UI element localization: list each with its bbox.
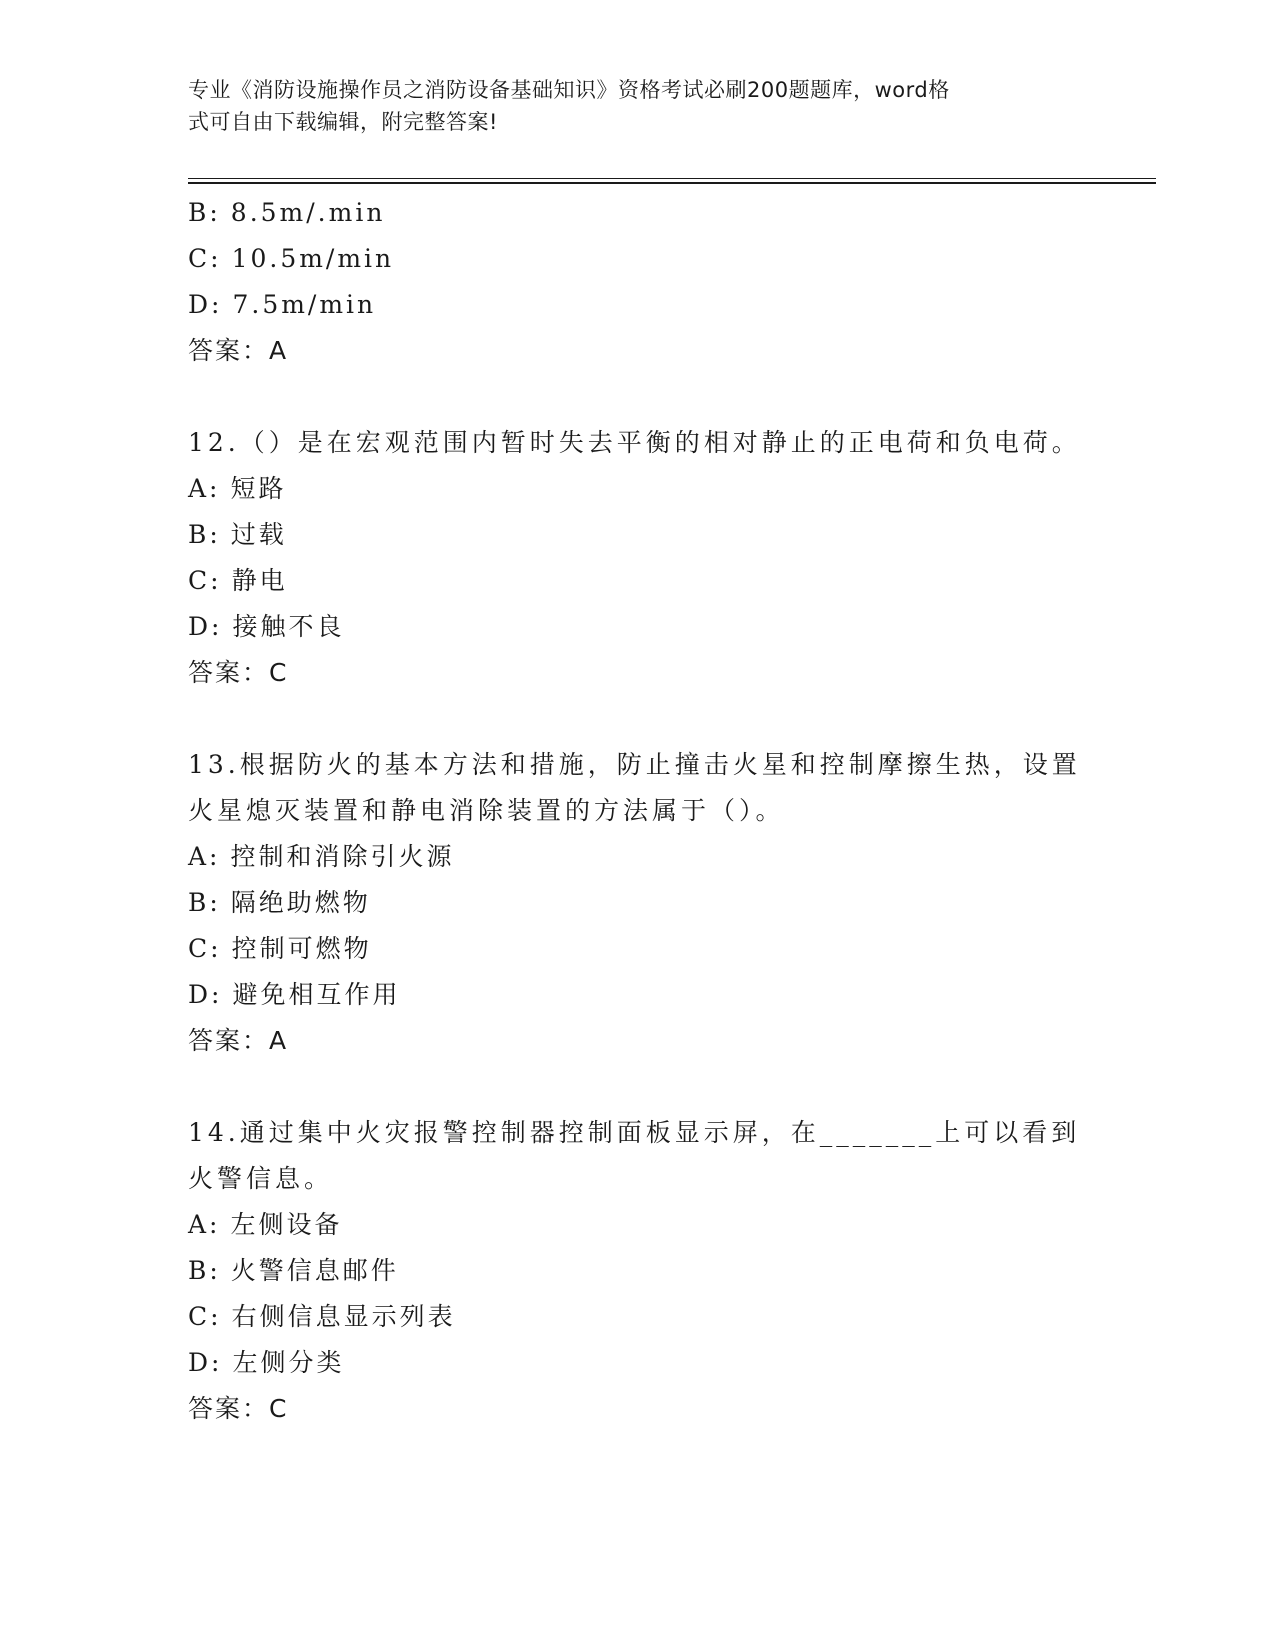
option-a — [188, 1202, 1088, 1248]
option-d — [188, 282, 1088, 328]
option-letter: B: — [188, 888, 221, 917]
question-stem: 12.（）是在宏观范围内暂时失去平衡的相对静止的正电荷和负电荷。 — [188, 428, 1081, 457]
header-line-2: 式可自由下载编辑，附完整答案! — [188, 110, 498, 134]
option-text: 避免相互作用 — [232, 980, 401, 1009]
option-text: 8.5m/.min — [230, 198, 386, 227]
answer-line: 答案：A — [188, 336, 289, 365]
option-text: 静电 — [231, 566, 288, 595]
option-letter: C: — [188, 1302, 222, 1331]
option-d — [188, 972, 1088, 1018]
option-letter: B: — [188, 198, 221, 227]
option-c — [188, 558, 1088, 604]
option-text: 控制和消除引火源 — [230, 842, 455, 871]
question-list — [188, 190, 1088, 1432]
header-divider-thick — [188, 182, 1156, 184]
spacer — [188, 374, 1088, 420]
option-text: 10.5m/min — [231, 244, 395, 273]
option-letter: B: — [188, 520, 221, 549]
option-text: 左侧设备 — [230, 1210, 343, 1239]
option-text: 过载 — [230, 520, 287, 549]
option-c — [188, 1294, 1088, 1340]
option-b — [188, 1248, 1088, 1294]
question-stem: 14.通过集中火灾报警控制器控制面板显示屏，在_______上可以看到 — [188, 1118, 1081, 1147]
option-letter: C: — [188, 566, 222, 595]
document-header — [188, 74, 1068, 138]
option-b — [188, 190, 1088, 236]
spacer — [188, 1064, 1088, 1110]
option-letter: D: — [188, 980, 223, 1009]
option-text: 接触不良 — [232, 612, 345, 641]
spacer — [188, 696, 1088, 742]
question-stem: 13.根据防火的基本方法和措施，防止撞击火星和控制摩擦生热，设置 — [188, 750, 1081, 779]
header-line-1: 专业《消防设施操作员之消防设备基础知识》资格考试必刷200题题库，word格 — [188, 78, 950, 102]
answer-line: 答案：C — [188, 1394, 289, 1423]
question-14 — [188, 1110, 1088, 1432]
option-text: 控制可燃物 — [231, 934, 372, 963]
option-a — [188, 466, 1088, 512]
option-text: 隔绝助燃物 — [230, 888, 371, 917]
question-12 — [188, 420, 1088, 696]
option-letter: D: — [188, 290, 223, 319]
question-stem: 火星熄灭装置和静电消除装置的方法属于（）。 — [188, 796, 785, 825]
option-c — [188, 926, 1088, 972]
option-text: 火警信息邮件 — [230, 1256, 399, 1285]
option-letter: B: — [188, 1256, 221, 1285]
option-letter: A: — [188, 842, 221, 871]
question-11-tail — [188, 190, 1088, 374]
answer-line: 答案：C — [188, 658, 289, 687]
answer-line: 答案：A — [188, 1026, 289, 1055]
option-a — [188, 834, 1088, 880]
option-d — [188, 1340, 1088, 1386]
question-13 — [188, 742, 1088, 1064]
header-divider-thin — [188, 178, 1156, 179]
option-d — [188, 604, 1088, 650]
option-letter: D: — [188, 1348, 223, 1377]
option-c — [188, 236, 1088, 282]
option-letter: C: — [188, 244, 222, 273]
question-stem: 火警信息。 — [188, 1164, 334, 1193]
option-letter: A: — [188, 474, 221, 503]
option-letter: D: — [188, 612, 223, 641]
option-b — [188, 880, 1088, 926]
option-text: 左侧分类 — [232, 1348, 345, 1377]
option-letter: A: — [188, 1210, 221, 1239]
option-b — [188, 512, 1088, 558]
option-text: 短路 — [230, 474, 287, 503]
option-text: 右侧信息显示列表 — [231, 1302, 456, 1331]
option-text: 7.5m/min — [232, 290, 377, 319]
option-letter: C: — [188, 934, 222, 963]
